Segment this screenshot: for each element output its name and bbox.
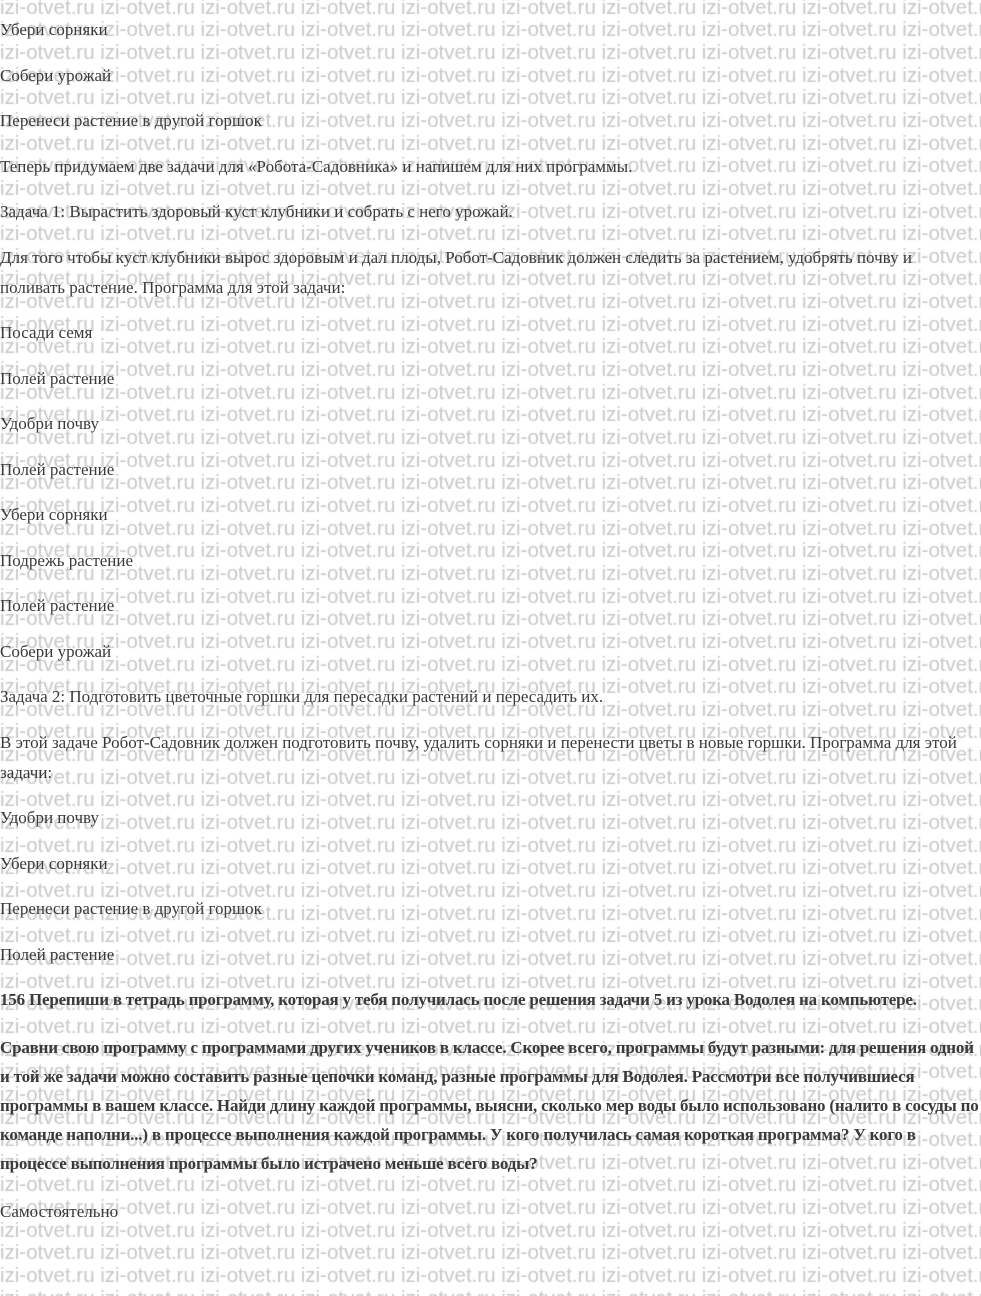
task-2-heading: Задача 2: Подготовить цветочные горшки для пересадки растений и пересадить их. — [0, 687, 604, 706]
paragraph: В этой задаче Робот-Садовник должен подготовить почву, удалить сорняки и перенести цветы в новые горшки. Программа для этой задачи: — [0, 732, 957, 782]
command-line: Убери сорняки — [0, 853, 108, 873]
command-line: Посади семя — [0, 323, 93, 342]
exercise-156: 156 Перепиши в тетрадь программу, которая у тебя получилась после решения задачи 5 из урока Водолея на компьютере. — [0, 990, 917, 1009]
command-line: Полей растение — [0, 368, 115, 388]
command-line: Удобри почву — [0, 414, 99, 433]
exercise-text: Сравни свою программу с программами других учеников в классе. Скорее всего, программы будут разными: для решения одной и той же задачи можно составить разные цепочки команд, разные программы для Водолея. Рассмотри все получившиеся программы в вашем классе. Найди длину каждой программы, выясни, сколько мер воды было использовано (налито в сосуды по команде наполни...) в процессе выполнения каждой программы. У кого получилась самая короткая программа? У кого в процессе выполнения программы было истрачено меньше всего воды? — [0, 1038, 979, 1173]
command-line: Убери сорняки — [0, 505, 108, 524]
command-line: Перенеси растение в другой горшок — [0, 111, 262, 130]
command-line: Удобри почву — [0, 808, 99, 827]
paragraph: Самостоятельно — [0, 1202, 119, 1221]
paragraph: Теперь придумаем две задачи для «Робота-Садовника» и напишем для них программы. — [0, 156, 633, 176]
command-line: Полей растение — [0, 944, 115, 964]
command-line: Собери урожай — [0, 641, 112, 661]
command-line: Полей растение — [0, 459, 115, 479]
command-line: Убери сорняки — [0, 20, 108, 39]
command-line: Перенеси растение в другой горшок — [0, 899, 262, 918]
task-1-heading: Задача 1: Вырастить здоровый куст клубники и собрать с него урожай. — [0, 202, 513, 221]
paragraph: Для того чтобы куст клубники вырос здоровым и дал плоды, Робот-Садовник должен следить за растением, удобрять почву и поливать растение. Программа для этой задачи: — [0, 247, 912, 297]
command-line: Собери урожай — [0, 65, 112, 85]
command-line: Полей растение — [0, 596, 115, 615]
command-line: Подрежь растение — [0, 550, 134, 570]
